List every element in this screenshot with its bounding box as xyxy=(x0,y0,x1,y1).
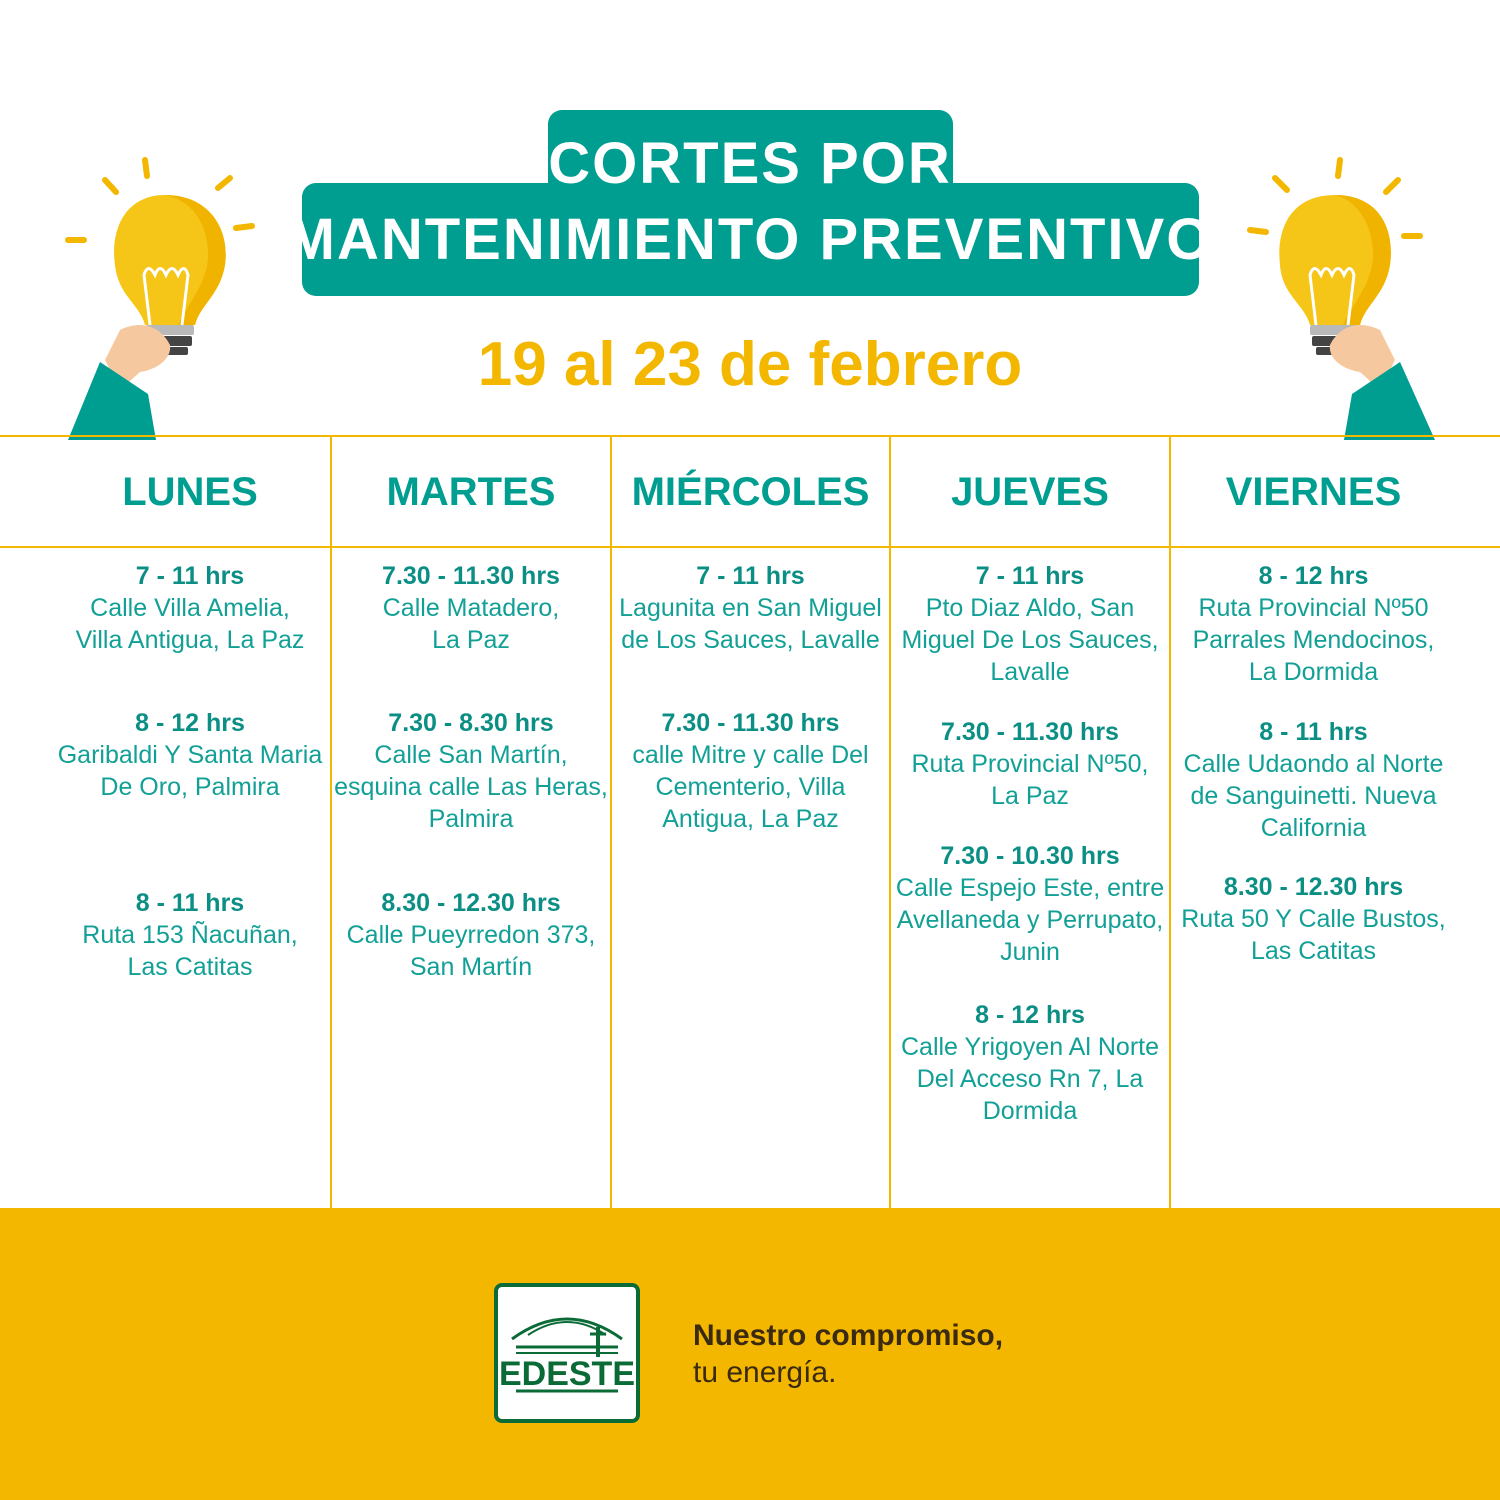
list-item xyxy=(332,707,610,835)
entry-time: 7.30 - 8.30 hrs xyxy=(388,709,554,737)
entry-place: Calle Pueyrredon 373, San Martín xyxy=(346,921,596,981)
day-header-viernes: VIERNES xyxy=(1225,470,1402,514)
entry-time: 8 - 11 hrs xyxy=(1259,718,1368,746)
entry-time: 7.30 - 11.30 hrs xyxy=(941,718,1119,746)
lightbulb-hand-right-icon xyxy=(1230,150,1440,440)
entry-place: Calle Udaondo al Norte de Sanguinetti. Nueva California xyxy=(1183,750,1444,842)
footer-band xyxy=(0,1208,1500,1500)
entry-place: Calle Espejo Este, entre Avellaneda y Perrupato, Junin xyxy=(895,874,1165,966)
entry-time: 7 - 11 hrs xyxy=(696,562,805,590)
list-item xyxy=(332,560,610,656)
list-item xyxy=(1171,871,1456,967)
day-header-martes: MARTES xyxy=(386,470,556,514)
list-item xyxy=(612,707,889,835)
list-item xyxy=(891,840,1169,968)
list-item xyxy=(40,560,340,656)
list-item xyxy=(332,887,610,983)
entry-time: 8 - 11 hrs xyxy=(135,889,245,917)
entry-time: 8 - 12 hrs xyxy=(135,709,245,737)
entry-place: Calle Villa Amelia, Villa Antigua, La Paz xyxy=(75,594,305,654)
entry-time: 8.30 - 12.30 hrs xyxy=(381,889,561,917)
entry-place: Calle Matadero, La Paz xyxy=(382,594,560,654)
logo-text: EDESTE xyxy=(498,1355,636,1393)
table-top-border xyxy=(0,435,1500,437)
list-item xyxy=(891,560,1169,688)
day-header-lunes: LUNES xyxy=(122,470,258,514)
date-range: 19 al 23 de febrero xyxy=(477,330,1023,399)
entry-place: Ruta 50 Y Calle Bustos, Las Catitas xyxy=(1181,905,1446,965)
edeste-logo xyxy=(494,1283,640,1423)
entry-place: Calle Yrigoyen Al Norte Del Acceso Rn 7, La Dormida xyxy=(900,1033,1159,1125)
list-item xyxy=(1171,560,1456,688)
day-header-jueves: JUEVES xyxy=(951,470,1109,514)
list-item xyxy=(40,887,340,983)
entry-time: 7 - 11 hrs xyxy=(135,562,245,590)
entry-place: Pto Diaz Aldo, San Miguel De Los Sauces, Lavalle xyxy=(901,594,1159,686)
lightbulb-hand-left-icon xyxy=(60,150,270,440)
list-item xyxy=(891,999,1169,1127)
entry-time: 7 - 11 hrs xyxy=(975,562,1085,590)
slogan-line-1: Nuestro compromiso, xyxy=(693,1319,1004,1352)
entry-place: Ruta 153 Ñacuñan, Las Catitas xyxy=(82,921,298,981)
entry-place: Calle San Martín, esquina calle Las Heras, Palmira xyxy=(334,741,608,833)
day-header-miercoles: MIÉRCOLES xyxy=(631,470,870,514)
table-header-border xyxy=(0,546,1500,548)
entry-place: calle Mitre y calle Del Cementerio, Villa Antigua, La Paz xyxy=(632,741,869,833)
entry-time: 7.30 - 10.30 hrs xyxy=(940,842,1120,870)
list-item xyxy=(612,560,889,656)
entry-place: Lagunita en San Miguel de Los Sauces, Lavalle xyxy=(619,594,882,654)
title-line-2: MANTENIMIENTO PREVENTIVO xyxy=(286,207,1214,272)
list-item xyxy=(891,716,1169,812)
entry-time: 7.30 - 11.30 hrs xyxy=(382,562,560,590)
entry-place: Ruta Provincial Nº50, La Paz xyxy=(911,750,1149,810)
edeste-logo-icon xyxy=(498,1287,636,1419)
entry-time: 8.30 - 12.30 hrs xyxy=(1223,873,1404,901)
list-item xyxy=(40,707,340,803)
entry-time: 8 - 12 hrs xyxy=(975,1001,1085,1029)
entry-time: 8 - 12 hrs xyxy=(1258,562,1369,590)
entry-time: 7.30 - 11.30 hrs xyxy=(661,709,840,737)
entry-place: Garibaldi Y Santa Maria De Oro, Palmira xyxy=(57,741,323,801)
slogan-line-2: tu energía. xyxy=(693,1356,837,1389)
entry-place: Ruta Provincial Nº50 Parrales Mendocinos, La Dormida xyxy=(1192,594,1435,686)
title-line-1: CORTES POR xyxy=(548,131,952,196)
list-item xyxy=(1171,716,1456,844)
